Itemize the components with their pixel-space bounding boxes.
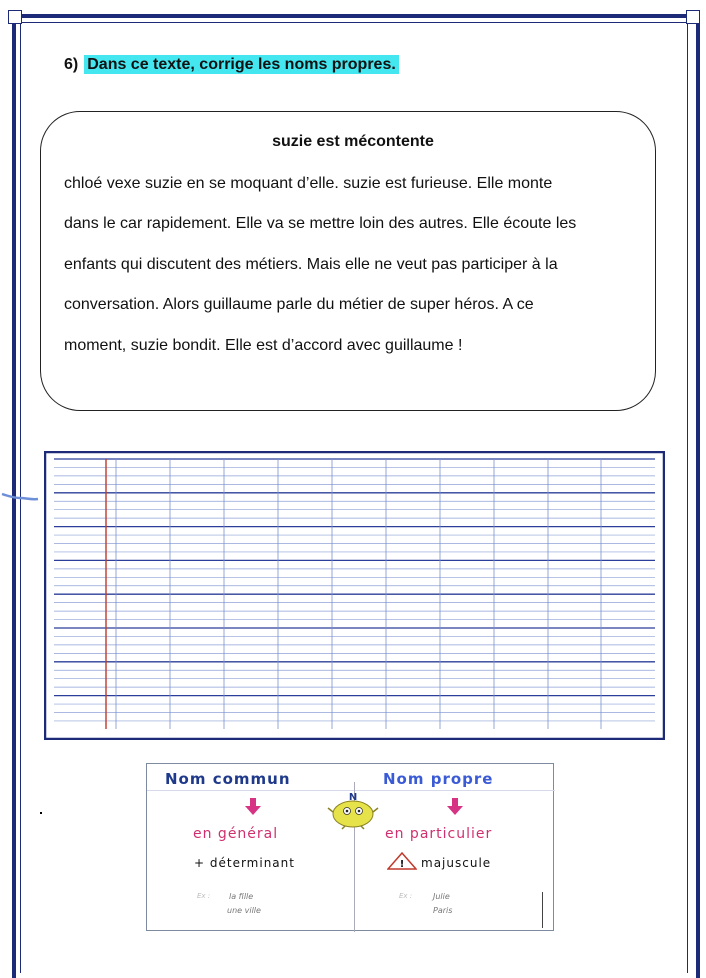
svg-text:!: ! bbox=[399, 859, 405, 870]
exercise-number: 6) bbox=[64, 56, 79, 73]
story-line: enfants qui discutent des métiers. Mais elle ne veut pas participer à la bbox=[64, 256, 558, 273]
common-noun-rule: + déterminant bbox=[194, 856, 295, 870]
arrow-down-icon bbox=[447, 798, 463, 816]
story-line: moment, suzie bondit. Elle est d’accord avec guillaume ! bbox=[64, 337, 463, 354]
mascot-letter: N bbox=[348, 792, 358, 803]
exercise-instruction: Dans ce texte, corrige les noms propres. bbox=[84, 55, 399, 74]
card-edge-line bbox=[542, 892, 543, 928]
arrow-down-icon bbox=[245, 798, 261, 816]
frame-corner-left bbox=[8, 10, 22, 24]
common-noun-subtitle: en général bbox=[193, 826, 279, 842]
warning-triangle-icon bbox=[387, 852, 417, 870]
example-tag: Ex : bbox=[197, 892, 211, 900]
proper-noun-heading: Nom propre bbox=[383, 770, 494, 788]
proper-example: Paris bbox=[433, 906, 453, 915]
common-example: une ville bbox=[227, 906, 261, 915]
exercise-question bbox=[64, 56, 399, 74]
story-line: dans le car rapidement. Elle va se mettre loin des autres. Elle écoute les bbox=[64, 215, 577, 232]
proper-noun-subtitle: en particulier bbox=[385, 826, 493, 842]
stray-dot bbox=[40, 812, 42, 814]
pen-scribble-mark bbox=[0, 490, 40, 504]
common-example: la fille bbox=[229, 892, 254, 901]
proper-example: Julie bbox=[433, 892, 450, 901]
noun-mascot-icon bbox=[327, 790, 379, 830]
proper-noun-rule: majuscule bbox=[421, 856, 492, 870]
noun-reminder-card bbox=[146, 763, 554, 931]
writing-grid[interactable] bbox=[44, 451, 665, 740]
story-title: suzie est mécontente bbox=[272, 133, 434, 150]
common-noun-heading: Nom commun bbox=[165, 770, 291, 788]
story-line: chloé vexe suzie en se moquant d’elle. suzie est furieuse. Elle monte bbox=[64, 175, 553, 192]
example-tag: Ex : bbox=[399, 892, 413, 900]
story-line: conversation. Alors guillaume parle du métier de super héros. A ce bbox=[64, 296, 534, 313]
frame-corner-right bbox=[686, 10, 700, 24]
